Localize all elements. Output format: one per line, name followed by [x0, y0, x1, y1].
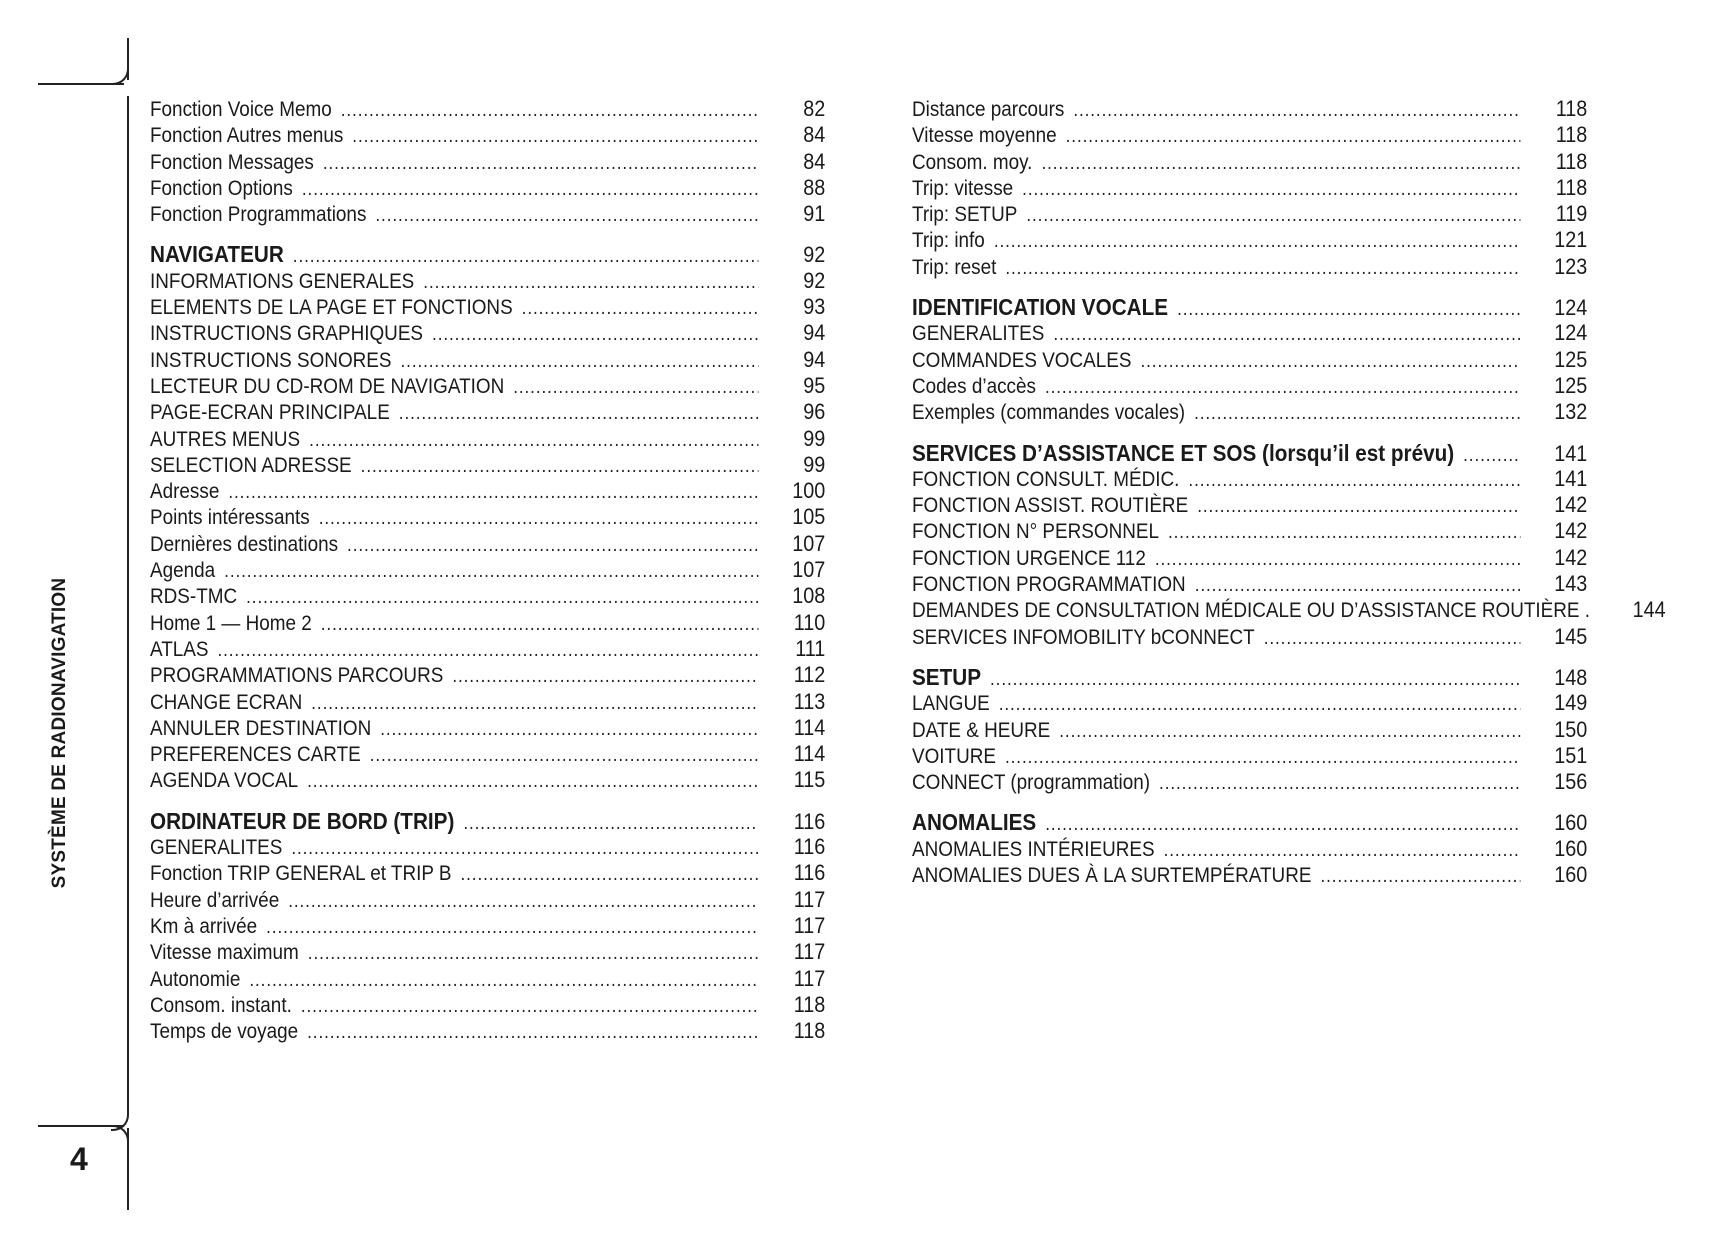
toc-entry-title: INFORMATIONS GENERALES [150, 269, 415, 293]
toc-entry[interactable] [150, 557, 825, 583]
dot-leader [432, 324, 759, 346]
toc-entry-page: 156 [1554, 769, 1588, 795]
toc-entry-title: LANGUE [912, 692, 990, 716]
toc-entry-page: 82 [803, 96, 826, 121]
dot-leader [1195, 575, 1521, 597]
toc-entry-page: 95 [803, 372, 826, 398]
toc-entry-title: Fonction Autres menus [150, 124, 344, 148]
dot-leader [246, 587, 759, 609]
toc-entry[interactable] [912, 769, 1587, 795]
toc-entry-page: 125 [1554, 346, 1588, 372]
dot-leader [1053, 324, 1520, 346]
toc-entry[interactable] [150, 966, 825, 992]
dot-leader [1005, 258, 1520, 280]
toc-entry[interactable] [912, 96, 1587, 122]
toc-entry[interactable] [150, 426, 825, 452]
dot-leader [1164, 840, 1521, 862]
toc-entry-page: 125 [1554, 372, 1588, 398]
toc-entry[interactable] [150, 887, 825, 913]
toc-entry-page: 121 [1554, 227, 1588, 253]
toc-entry-page: 123 [1554, 253, 1588, 279]
toc-entry-page: 116 [793, 860, 826, 886]
toc-entry-page: 94 [803, 320, 826, 346]
toc-section-heading[interactable] [912, 440, 1587, 466]
toc-entry[interactable] [912, 466, 1587, 492]
toc-entry-title: FONCTION PROGRAMMATION [912, 573, 1186, 597]
toc-entry[interactable] [912, 624, 1587, 650]
toc-entry-title: ORDINATEUR DE BORD (TRIP) [150, 807, 455, 834]
toc-entry-page: 132 [1554, 399, 1588, 425]
toc-entry-page: 112 [793, 662, 826, 688]
toc-entry[interactable] [150, 399, 825, 425]
toc-entry[interactable] [150, 96, 825, 122]
toc-entry-title: SETUP [912, 663, 982, 690]
toc-entry[interactable] [912, 175, 1587, 201]
dot-leader [217, 640, 758, 662]
dot-leader [990, 669, 1521, 691]
dot-leader [1026, 205, 1520, 227]
dot-leader [399, 403, 759, 425]
dot-leader [352, 126, 758, 148]
toc-entry[interactable] [150, 610, 825, 636]
toc-entry[interactable] [912, 201, 1587, 227]
toc-entry[interactable] [150, 662, 825, 688]
toc-entry[interactable] [150, 504, 825, 530]
toc-entry-title: INSTRUCTIONS SONORES [150, 348, 392, 372]
toc-entry[interactable] [150, 834, 825, 860]
toc-entry[interactable] [150, 1018, 825, 1044]
toc-entry-page: 143 [1554, 571, 1588, 597]
toc-entry-title: PAGE-ECRAN PRINCIPALE [150, 401, 390, 425]
dot-leader [1194, 403, 1521, 425]
toc-left-column [150, 96, 826, 1044]
toc-entry-page: 108 [792, 583, 826, 609]
toc-entry-title: CHANGE ECRAN [150, 690, 303, 714]
toc-entry-page: 118 [1555, 148, 1588, 174]
dot-leader [1197, 496, 1521, 518]
toc-entry[interactable] [150, 373, 825, 399]
dot-leader [1005, 747, 1521, 769]
toc-entry-title: RDS-TMC [150, 585, 238, 609]
toc-entry[interactable] [150, 201, 825, 227]
dot-leader [994, 231, 1521, 253]
toc-entry-title: Fonction Programmations [150, 203, 367, 227]
toc-entry-page: 88 [803, 174, 826, 200]
toc-entry[interactable] [912, 347, 1587, 373]
dot-leader [347, 535, 759, 557]
dot-leader [1177, 299, 1521, 321]
toc-entry-page: 105 [792, 504, 826, 530]
toc-entry-title: Home 1 — Home 2 [150, 611, 312, 635]
dot-leader [1320, 866, 1520, 888]
toc-entry[interactable] [150, 939, 825, 965]
dot-leader [1168, 522, 1521, 544]
toc-entry-title: Fonction Messages [150, 150, 314, 174]
dot-leader [999, 694, 1521, 716]
toc-entry[interactable] [150, 175, 825, 201]
toc-entry-page: 118 [1555, 122, 1588, 148]
toc-entry[interactable] [912, 836, 1587, 862]
toc-entry[interactable] [150, 767, 825, 793]
dot-leader [224, 561, 759, 583]
toc-entry[interactable] [912, 122, 1587, 148]
toc-entry-title: Agenda [150, 559, 216, 583]
toc-entry-page: 160 [1554, 835, 1588, 861]
toc-entry[interactable] [150, 583, 825, 609]
toc-entry-title: Heure d’arrivée [150, 888, 280, 912]
toc-entry-page: 160 [1554, 810, 1588, 836]
toc-entry-page: 118 [1555, 96, 1588, 121]
dot-leader [1141, 351, 1521, 373]
dot-leader [423, 272, 758, 294]
side-section-title: SYSTÈME DE RADIONAVIGATION [49, 577, 70, 889]
dot-leader [319, 508, 759, 530]
dot-leader [463, 813, 758, 835]
toc-entry-page: 96 [803, 399, 826, 425]
toc-section-heading[interactable] [150, 808, 825, 834]
toc-entry[interactable] [150, 122, 825, 148]
dot-leader [307, 771, 759, 793]
toc-entry[interactable] [912, 862, 1587, 888]
dot-leader [1264, 628, 1521, 650]
toc-entry-page: 110 [793, 609, 826, 635]
toc-entry[interactable] [150, 478, 825, 504]
toc-entry-title: PREFERENCES CARTE [150, 743, 361, 767]
toc-entry-page: 91 [803, 201, 826, 227]
toc-entry-title: IDENTIFICATION VOCALE [912, 294, 1169, 321]
toc-entry-page: 94 [803, 346, 826, 372]
toc-entry-title: Km à arrivée [150, 914, 258, 938]
dot-leader [1045, 814, 1521, 836]
toc-entry-title: AUTRES MENUS [150, 427, 301, 451]
toc-entry-title: GENERALITES [912, 322, 1045, 346]
toc-entry-page: 116 [793, 834, 826, 860]
dot-leader [302, 179, 759, 201]
toc-entry-title: Distance parcours [912, 98, 1065, 121]
dot-leader [293, 246, 759, 268]
toc-entry-title: ANNULER DESTINATION [150, 716, 372, 740]
toc-section-heading[interactable] [150, 241, 825, 267]
toc-entry[interactable] [150, 689, 825, 715]
toc-entry-title: SERVICES INFOMOBILITY bCONNECT [912, 625, 1255, 649]
toc-entry-title: Fonction Voice Memo [150, 98, 332, 121]
toc-section-heading[interactable] [912, 664, 1587, 690]
dot-leader [401, 351, 759, 373]
toc-entry-page: 149 [1554, 690, 1588, 716]
dot-leader [361, 456, 759, 478]
dot-leader [288, 891, 759, 913]
dot-leader [309, 430, 759, 452]
toc-entry-page: 124 [1554, 320, 1588, 346]
toc-entry-page: 107 [792, 530, 826, 556]
toc-entry-title: FONCTION N° PERSONNEL [912, 520, 1159, 544]
toc-entry[interactable] [150, 294, 825, 320]
toc-entry-title: Autonomie [150, 967, 241, 991]
toc-entry-title: ANOMALIES INTÉRIEURES [912, 837, 1155, 861]
toc-entry-title: Consom. moy. [912, 150, 1033, 174]
toc-entry-page: 93 [803, 294, 826, 320]
dot-leader [375, 205, 758, 227]
toc-section-heading[interactable] [912, 294, 1587, 320]
toc-entry-page: 142 [1554, 544, 1588, 570]
dot-leader [301, 996, 759, 1018]
top-corner-curve [111, 67, 129, 85]
toc-entry-title: Trip: info [912, 229, 985, 253]
dot-leader [1073, 100, 1520, 122]
dot-leader [1041, 153, 1520, 175]
dot-leader [1066, 126, 1521, 148]
toc-entry[interactable] [150, 149, 825, 175]
toc-entry-page: 118 [793, 1018, 826, 1044]
toc-entry-title: Exemples (commandes vocales) [912, 401, 1186, 425]
toc-entry-title: DATE & HEURE [912, 718, 1051, 742]
toc-entry-title: PROGRAMMATIONS PARCOURS [150, 664, 444, 688]
toc-entry-page: 84 [803, 122, 826, 148]
dot-leader [323, 153, 759, 175]
toc-entry-title: ANOMALIES DUES À LA SURTEMPÉRATURE [912, 864, 1312, 888]
toc-entry[interactable] [150, 741, 825, 767]
toc-entry-page: 118 [1555, 174, 1588, 200]
toc-entry-title: FONCTION URGENCE 112 [912, 546, 1146, 570]
toc-entry-title: CONNECT (programmation) [912, 771, 1151, 795]
toc-entry-page: 148 [1554, 664, 1588, 690]
toc-entry-page: 142 [1554, 492, 1588, 518]
dot-leader [249, 970, 758, 992]
dot-leader [1463, 445, 1521, 467]
dot-leader [307, 1022, 759, 1044]
dot-leader [370, 745, 759, 767]
toc-entry-title: Trip: SETUP [912, 203, 1018, 227]
toc-entry-title: FONCTION CONSULT. MÉDIC. [912, 467, 1180, 491]
toc-entry-page: 100 [792, 478, 826, 504]
toc-entry[interactable] [912, 492, 1587, 518]
dot-leader [1159, 773, 1521, 795]
toc-entry-title: Trip: reset [912, 255, 997, 279]
toc-entry-page: 160 [1554, 862, 1588, 888]
toc-entry-title: Codes d’accès [912, 374, 1036, 398]
toc-entry[interactable] [912, 254, 1587, 280]
dot-leader [513, 377, 759, 399]
toc-entry-page: 111 [795, 635, 826, 661]
toc-entry[interactable] [912, 149, 1587, 175]
toc-entry-page: 144 [1632, 597, 1666, 623]
dot-leader [228, 482, 758, 504]
dot-leader [341, 100, 759, 122]
toc-entry-title: FONCTION ASSIST. ROUTIÈRE [912, 494, 1189, 518]
toc-entry-page: 117 [793, 939, 826, 965]
toc-entry[interactable] [912, 545, 1587, 571]
toc-entry-title: Vitesse moyenne [912, 124, 1057, 148]
dot-leader [321, 614, 759, 636]
toc-entry-title: Consom. instant. [150, 993, 292, 1017]
toc-entry-title: ANOMALIES [912, 809, 1037, 836]
toc-entry-title: NAVIGATEUR [150, 241, 284, 268]
toc-entry-page: 142 [1554, 518, 1588, 544]
toc-entry[interactable] [912, 571, 1587, 597]
toc-entry[interactable] [150, 320, 825, 346]
toc-entry-page: 124 [1554, 295, 1588, 321]
dot-leader [380, 719, 758, 741]
toc-entry-page: 99 [803, 425, 826, 451]
toc-entry-page: 107 [792, 557, 826, 583]
toc-entry-page: 117 [793, 886, 826, 912]
toc-entry-title: AGENDA VOCAL [150, 769, 299, 793]
toc-entry[interactable] [150, 347, 825, 373]
toc-entry-title: Fonction Options [150, 176, 293, 200]
toc-entry-title: Points intéressants [150, 506, 310, 530]
toc-entry[interactable] [150, 636, 825, 662]
toc-entry[interactable] [912, 690, 1587, 716]
toc-right-column [912, 96, 1666, 888]
toc-entry-page: 141 [1554, 465, 1588, 491]
toc-entry[interactable] [912, 399, 1587, 425]
toc-entry-title: Fonction TRIP GENERAL et TRIP B [150, 862, 452, 886]
toc-entry[interactable] [912, 518, 1587, 544]
dot-leader [311, 693, 758, 715]
toc-entry-title: Adresse [150, 480, 220, 504]
dot-leader [1045, 377, 1521, 399]
toc-entry-title: ELEMENTS DE LA PAGE ET FONCTIONS [150, 296, 513, 320]
toc-entry-page: 114 [793, 714, 826, 740]
dot-leader [452, 666, 758, 688]
toc-entry-title: Dernières destinations [150, 532, 339, 556]
toc-entry-page: 114 [793, 741, 826, 767]
toc-entry-page: 92 [803, 267, 826, 293]
dot-leader [1059, 721, 1520, 743]
toc-entry-page: 113 [793, 688, 826, 714]
toc-entry[interactable] [150, 913, 825, 939]
toc-entry[interactable] [912, 743, 1587, 769]
toc-entry[interactable] [912, 717, 1587, 743]
dot-leader [266, 917, 759, 939]
toc-entry[interactable] [912, 320, 1587, 346]
toc-entry-page: 119 [1555, 201, 1588, 227]
page-number: 4 [70, 1141, 88, 1177]
toc-entry[interactable] [912, 227, 1587, 253]
toc-entry-page: 141 [1554, 440, 1588, 466]
toc-entry-title: LECTEUR DU CD-ROM DE NAVIGATION [150, 374, 505, 398]
toc-entry-title: VOITURE [912, 744, 997, 768]
toc-entry-page: 145 [1554, 623, 1588, 649]
toc-entry-title: COMMANDES VOCALES [912, 348, 1132, 372]
dot-leader [291, 838, 758, 860]
toc-entry-page: 117 [793, 965, 826, 991]
toc-entry[interactable] [150, 992, 825, 1018]
toc-entry-title: SERVICES D’ASSISTANCE ET SOS (lorsqu’il est prévu) [912, 439, 1455, 466]
toc-section-heading[interactable] [912, 809, 1587, 835]
toc-entry[interactable] [150, 715, 825, 741]
toc-entry[interactable] [150, 860, 825, 886]
toc-entry-title: Temps de voyage [150, 1020, 299, 1044]
toc-entry-title: INSTRUCTIONS GRAPHIQUES [150, 322, 424, 346]
toc-entry-title: Vitesse maximum [150, 941, 299, 965]
toc-entry-page: 84 [803, 148, 826, 174]
dot-leader [522, 298, 759, 320]
toc-entry-page: 99 [803, 451, 826, 477]
dot-leader [1188, 470, 1520, 492]
toc-entry-page: 117 [793, 912, 826, 938]
toc-entry-page: 115 [793, 767, 826, 793]
toc-entry[interactable] [912, 373, 1587, 399]
toc-entry-title: DEMANDES DE CONSULTATION MÉDICALE OU D’ASSISTANCE ROUTIÈRE . [912, 599, 1591, 623]
toc-entry-page: 118 [793, 991, 826, 1017]
toc-entry[interactable] [150, 268, 825, 294]
toc-entry-page: 116 [793, 808, 826, 834]
toc-entry-title: ATLAS [150, 637, 209, 661]
toc-entry[interactable] [150, 452, 825, 478]
toc-entry-title: Trip: vitesse [912, 176, 1014, 200]
dot-leader [460, 864, 758, 886]
toc-entry-title: GENERALITES [150, 836, 283, 860]
dot-leader [308, 943, 759, 965]
dot-leader [1155, 549, 1521, 571]
dot-leader [1022, 179, 1521, 201]
toc-entry[interactable] [150, 531, 825, 557]
toc-entry-page: 92 [803, 242, 826, 268]
toc-entry-title: SELECTION ADRESSE [150, 453, 352, 477]
toc-entry-page: 150 [1554, 716, 1588, 742]
margin-line [127, 96, 129, 1114]
toc-entry-page: 151 [1554, 742, 1588, 768]
toc-entry[interactable] [912, 597, 1666, 623]
